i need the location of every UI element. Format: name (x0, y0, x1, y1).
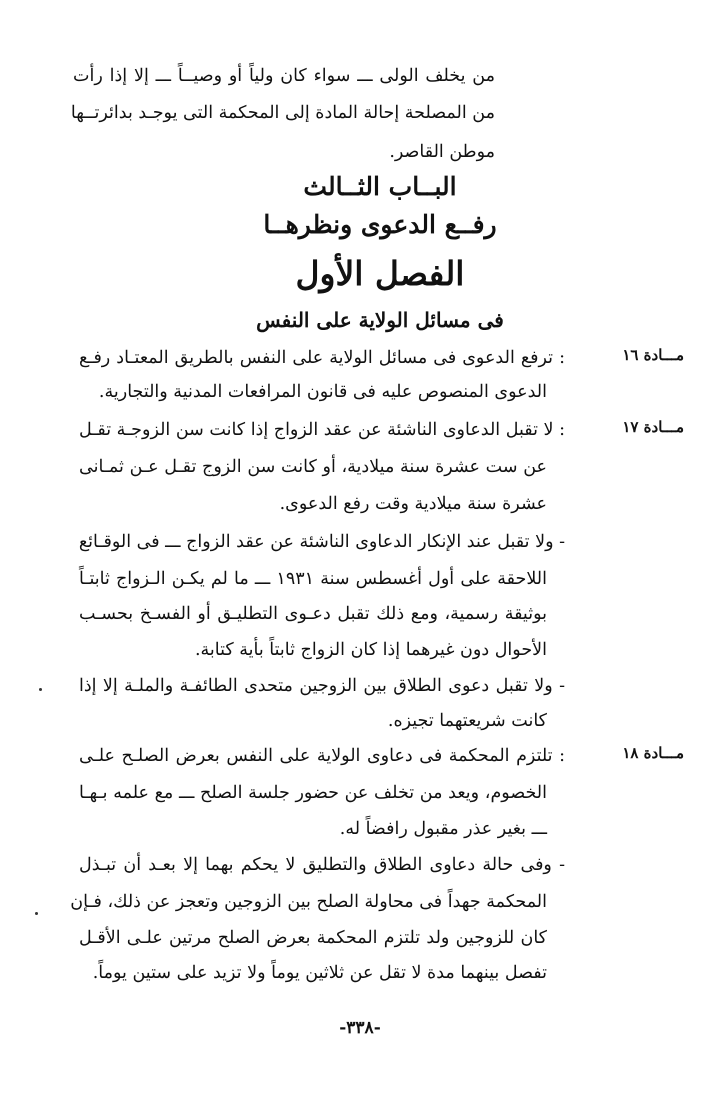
article-18-line: : تلتزم المحكمة فى دعاوى الولاية على النفس بعرض الصلـح علـى (79, 746, 565, 766)
article-16-label: مـــادة ١٦ (622, 346, 684, 364)
intro-line-3: موطن القاصر. (389, 142, 495, 162)
intro-line-1: من يخلف الولى ـــ سواء كان ولياً أو وصيــاً ـــ إلا إذا رأت (73, 66, 495, 86)
article-17-para-2-line: بوثيقة رسمية، ومع ذلك تقبل دعـوى التطليـق أو الفسـخ بحسـب (79, 604, 547, 624)
article-16-line: الدعوى المنصوص عليه فى قانون المرافعات المدنية والتجارية. (98, 382, 547, 402)
section-title: فى مسائل الولاية على النفس (256, 308, 504, 332)
article-17-para-3-line: - ولا تقبل دعوى الطلاق بين الزوجين متحدى الطائفـة والملـة إلا إذا (79, 676, 565, 696)
article-18-line: ـــ بغير عذر مقبول رافضاً له. (339, 819, 547, 839)
article-17-para-2-line: الأحوال دون غيرهما إذا كان الزواج ثابتاً بأية كتابة. (194, 640, 547, 660)
article-17-para-3-line: كانت شريعتهما تجيزه. (387, 711, 547, 731)
article-16-line: : ترفع الدعوى فى مسائل الولاية على النفس بالطريق المعتـاد رفـع (79, 348, 565, 368)
article-17-line: عن ست عشرة سنة ميلادية، أو كانت سن الزوج تقـل عـن ثمـانى (79, 457, 547, 477)
article-18-para-2-line: كان للزوجين ولد تلتزم المحكمة بعرض الصلح مرتين علـى الأقـل (79, 928, 547, 948)
article-18-label: مـــادة ١٨ (622, 744, 684, 762)
article-18-para-2-line: تفصل بينهما مدة لا تقل عن ثلاثين يوماً ولا تزيد على ستين يوماً. (92, 963, 547, 983)
page-number: -٣٣٨- (339, 1018, 381, 1038)
article-17-label: مـــادة ١٧ (622, 418, 684, 436)
article-17-para-2-line: - ولا تقبل عند الإنكار الدعاوى الناشئة عن عقد الزواج ـــ فى الوقـائع (78, 532, 565, 552)
article-17-line: : لا تقبل الدعاوى الناشئة عن عقد الزواج إذا كانت سن الزوجـة تقـل (79, 420, 565, 440)
part-subtitle: رفــع الدعوى ونظرهــا (263, 210, 497, 239)
chapter-title: الفصل الأول (295, 254, 465, 293)
article-17-para-2-line: اللاحقة على أول أغسطس سنة ١٩٣١ ـــ ما لم يكـن الـزواج ثابتـاً (79, 569, 547, 589)
article-18-para-2-line: المحكمة جهداً فى محاولة الصلح بين الزوجين وتعجز عن ذلك، فـإن (70, 892, 547, 912)
article-17-line: عشرة سنة ميلادية وقت رفع الدعوى. (279, 494, 547, 514)
article-18-line: الخصوم، ويعد من تخلف عن حضور جلسة الصلح ـــ مع علمه بـهـا (79, 783, 547, 803)
article-18-para-2-line: - وفى حالة دعاوى الطلاق والتطليق لا يحكم بهما إلا بعـد أن تبـذل (79, 855, 565, 875)
scan-speck (35, 912, 38, 915)
intro-line-2: من المصلحة إحالة المادة إلى المحكمة التى يوجـد بدائرتــها (70, 103, 495, 123)
part-title: البــاب الثــالث (303, 172, 457, 201)
scan-speck (39, 688, 42, 691)
